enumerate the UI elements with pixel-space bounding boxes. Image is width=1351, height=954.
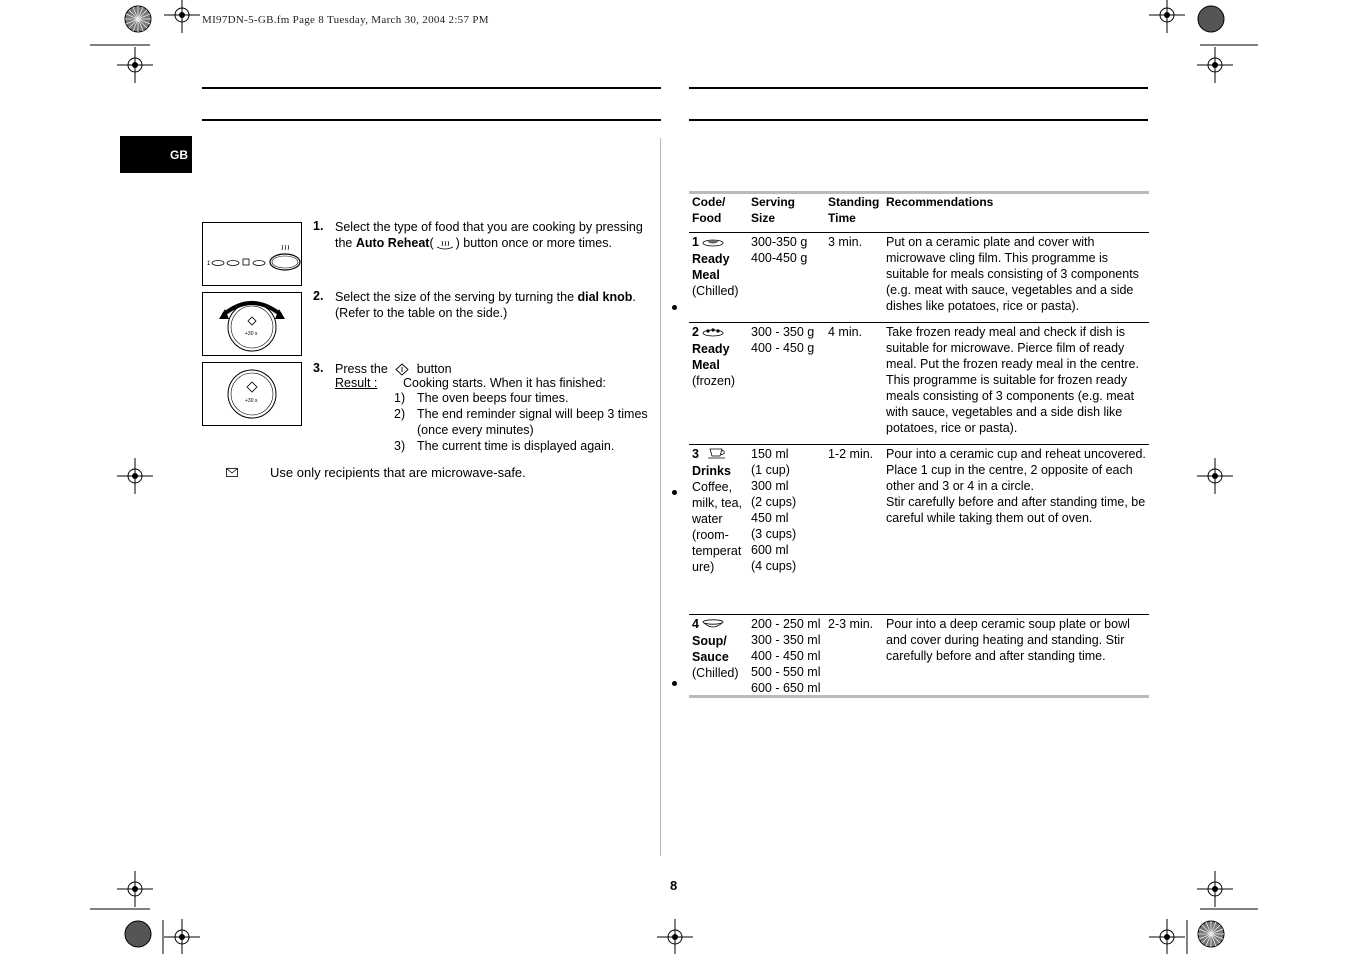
food-name: Ready Meal bbox=[692, 341, 730, 372]
dial-knob-illustration bbox=[202, 292, 302, 356]
serving-cell bbox=[748, 323, 825, 445]
result-item-text: The current time is displayed again. bbox=[417, 439, 615, 453]
code-cell bbox=[689, 615, 748, 705]
step-number: 1. bbox=[313, 219, 324, 233]
second-rule-right bbox=[689, 119, 1148, 121]
standing-cell: 2-3 min. bbox=[828, 617, 874, 631]
result-item-number: 2) bbox=[394, 407, 406, 421]
serving-value: 600 - 650 ml bbox=[751, 681, 821, 695]
recommendation-line: Place 1 cup in the centre, 2 opposite of each other and 3 or 4 in a circle. bbox=[886, 463, 1133, 493]
svg-text:+30 s: +30 s bbox=[245, 331, 258, 337]
serving-value: 300 - 350 g bbox=[751, 325, 815, 339]
top-rule-right bbox=[689, 87, 1148, 89]
food-sub: (Chilled) bbox=[692, 283, 739, 298]
plate-icon bbox=[702, 235, 724, 251]
step-text: ) button once or more times. bbox=[455, 236, 612, 250]
svg-text:1: 1 bbox=[207, 261, 211, 267]
serving-value: (1 cup) bbox=[751, 463, 790, 477]
language-tab: GB bbox=[120, 136, 192, 173]
result-item-number: 3) bbox=[394, 439, 406, 453]
step-text: Press the bbox=[335, 362, 388, 376]
step-text: . (Refer to the table on the side.) bbox=[335, 290, 636, 320]
serving-value: 400 - 450 ml bbox=[751, 649, 821, 663]
standing-cell: 3 min. bbox=[825, 233, 883, 323]
serving-value: 200 - 250 ml bbox=[751, 617, 821, 631]
table-header-row bbox=[689, 192, 1149, 233]
serving-value: 600 ml bbox=[751, 543, 789, 557]
auto-reheat-label: Auto Reheat bbox=[355, 236, 430, 250]
dial-icon bbox=[203, 293, 301, 355]
result-intro: Cooking starts. When it has finished: bbox=[403, 376, 606, 390]
serving-cell bbox=[748, 233, 825, 323]
note-text: Use only recipients that are microwave-safe. bbox=[270, 465, 526, 480]
food-sub: Coffee, milk, tea, water (room-temperat ure) bbox=[692, 479, 743, 574]
code-cell bbox=[689, 323, 748, 445]
step-number: 3. bbox=[313, 361, 324, 375]
svg-text:+30 s: +30 s bbox=[245, 398, 258, 404]
step-text: ( bbox=[429, 236, 434, 250]
column-divider bbox=[660, 138, 661, 856]
serving-value: 300-350 g bbox=[751, 235, 808, 249]
serving-value: (2 cups) bbox=[751, 495, 797, 509]
serving-value: 300 ml bbox=[751, 479, 789, 493]
food-name: Soup/ Sauce bbox=[692, 633, 729, 664]
table-row bbox=[689, 323, 1149, 445]
col-header-code: Code/ Food bbox=[689, 192, 748, 233]
dial-knob-label: dial knob bbox=[577, 290, 633, 304]
bowl-icon bbox=[702, 617, 724, 633]
recommendation-cell: Put on a ceramic plate and cover with microwave cling film. This programme is suitable for meals consisting of 3 components (e.g. meat with sauce, vegetables and a side dishes like potatoes, rice or pasta). bbox=[883, 233, 1149, 323]
serving-cell bbox=[748, 615, 825, 705]
food-selector-icon bbox=[203, 223, 301, 285]
result-item-number: 1) bbox=[394, 391, 406, 405]
step-2-text bbox=[335, 289, 657, 321]
recommendation-line: Stir carefully before and after standing time, be careful while taking them out of oven. bbox=[886, 495, 1146, 525]
food-name: Ready Meal bbox=[692, 251, 730, 282]
margin-dot bbox=[672, 305, 677, 310]
col-header-recommendations: Recommendations bbox=[883, 192, 1149, 233]
code-number: 2 bbox=[692, 325, 699, 339]
recommendation-cell: Take frozen ready meal and check if dish is suitable for microwave. Pierce film of ready meal. Put the frozen ready meal in the centre. This programme is suitable for frozen ready meals consisting of 3 components (e.g. meat with sauce, vegetables and a side dish like potatoes, rice or pasta). bbox=[883, 323, 1149, 445]
step-text: Select the type of food that you are cooking by pressing the bbox=[335, 220, 643, 250]
result-label: Result : bbox=[335, 376, 378, 390]
serving-value: 400 - 450 g bbox=[751, 341, 815, 355]
margin-dot bbox=[672, 681, 677, 686]
top-rule-left bbox=[202, 87, 661, 89]
serving-value: (4 cups) bbox=[751, 559, 797, 573]
code-number: 4 bbox=[692, 617, 699, 631]
serving-value: 500 - 550 ml bbox=[751, 665, 821, 679]
file-header: MI97DN-5-GB.fm Page 8 Tuesday, March 30, 2004 2:57 PM bbox=[202, 14, 489, 26]
result-item-text: The oven beeps four times. bbox=[417, 391, 569, 405]
margin-dot bbox=[672, 490, 677, 495]
serving-value: 150 ml bbox=[751, 447, 789, 461]
col-header-serving: Serving Size bbox=[748, 192, 825, 233]
cup-icon bbox=[707, 447, 727, 463]
start-button-illustration bbox=[202, 362, 302, 426]
start-dial-icon bbox=[203, 363, 301, 425]
table-row bbox=[689, 615, 1149, 705]
table-row bbox=[689, 445, 1149, 615]
food-sub: (Chilled) bbox=[692, 665, 739, 680]
standing-cell: 1-2 min. bbox=[825, 445, 883, 615]
result-item-text: The end reminder signal will beep 3 times (once every minutes) bbox=[417, 407, 648, 437]
page-number: 8 bbox=[670, 878, 678, 893]
auto-reheat-icon bbox=[434, 238, 456, 249]
recommendation-line: Pour into a ceramic cup and reheat uncovered. bbox=[886, 447, 1146, 461]
code-cell bbox=[689, 445, 748, 615]
food-name: Drinks bbox=[692, 463, 731, 478]
code-cell bbox=[689, 233, 748, 323]
frozen-plate-icon bbox=[702, 325, 724, 341]
second-rule-left bbox=[202, 119, 661, 121]
recommendation-cell bbox=[883, 445, 1149, 615]
code-number: 1 bbox=[692, 235, 699, 249]
step-number: 2. bbox=[313, 289, 324, 303]
step-text: Select the size of the serving by turning the bbox=[335, 290, 578, 304]
step-1-text bbox=[335, 219, 657, 251]
serving-cell bbox=[748, 445, 825, 615]
step-text: button bbox=[416, 362, 452, 376]
recommendation-cell: Pour into a deep ceramic soup plate or bowl and cover during heating and standing. Stir carefully before and after standing time. bbox=[886, 617, 1130, 663]
note-icon bbox=[226, 465, 238, 483]
food-sub: (frozen) bbox=[692, 373, 736, 388]
serving-value: (3 cups) bbox=[751, 527, 797, 541]
serving-value: 450 ml bbox=[751, 511, 789, 525]
serving-value: 300 - 350 ml bbox=[751, 633, 821, 647]
table-row bbox=[689, 233, 1149, 323]
standing-cell: 4 min. bbox=[825, 323, 883, 445]
code-number: 3 bbox=[692, 447, 699, 461]
auto-reheat-panel-illustration bbox=[202, 222, 302, 286]
col-header-standing: Standing Time bbox=[825, 192, 883, 233]
serving-value: 400-450 g bbox=[751, 251, 808, 265]
auto-reheat-table bbox=[689, 192, 1149, 704]
table-bottom-bar bbox=[689, 695, 1149, 698]
